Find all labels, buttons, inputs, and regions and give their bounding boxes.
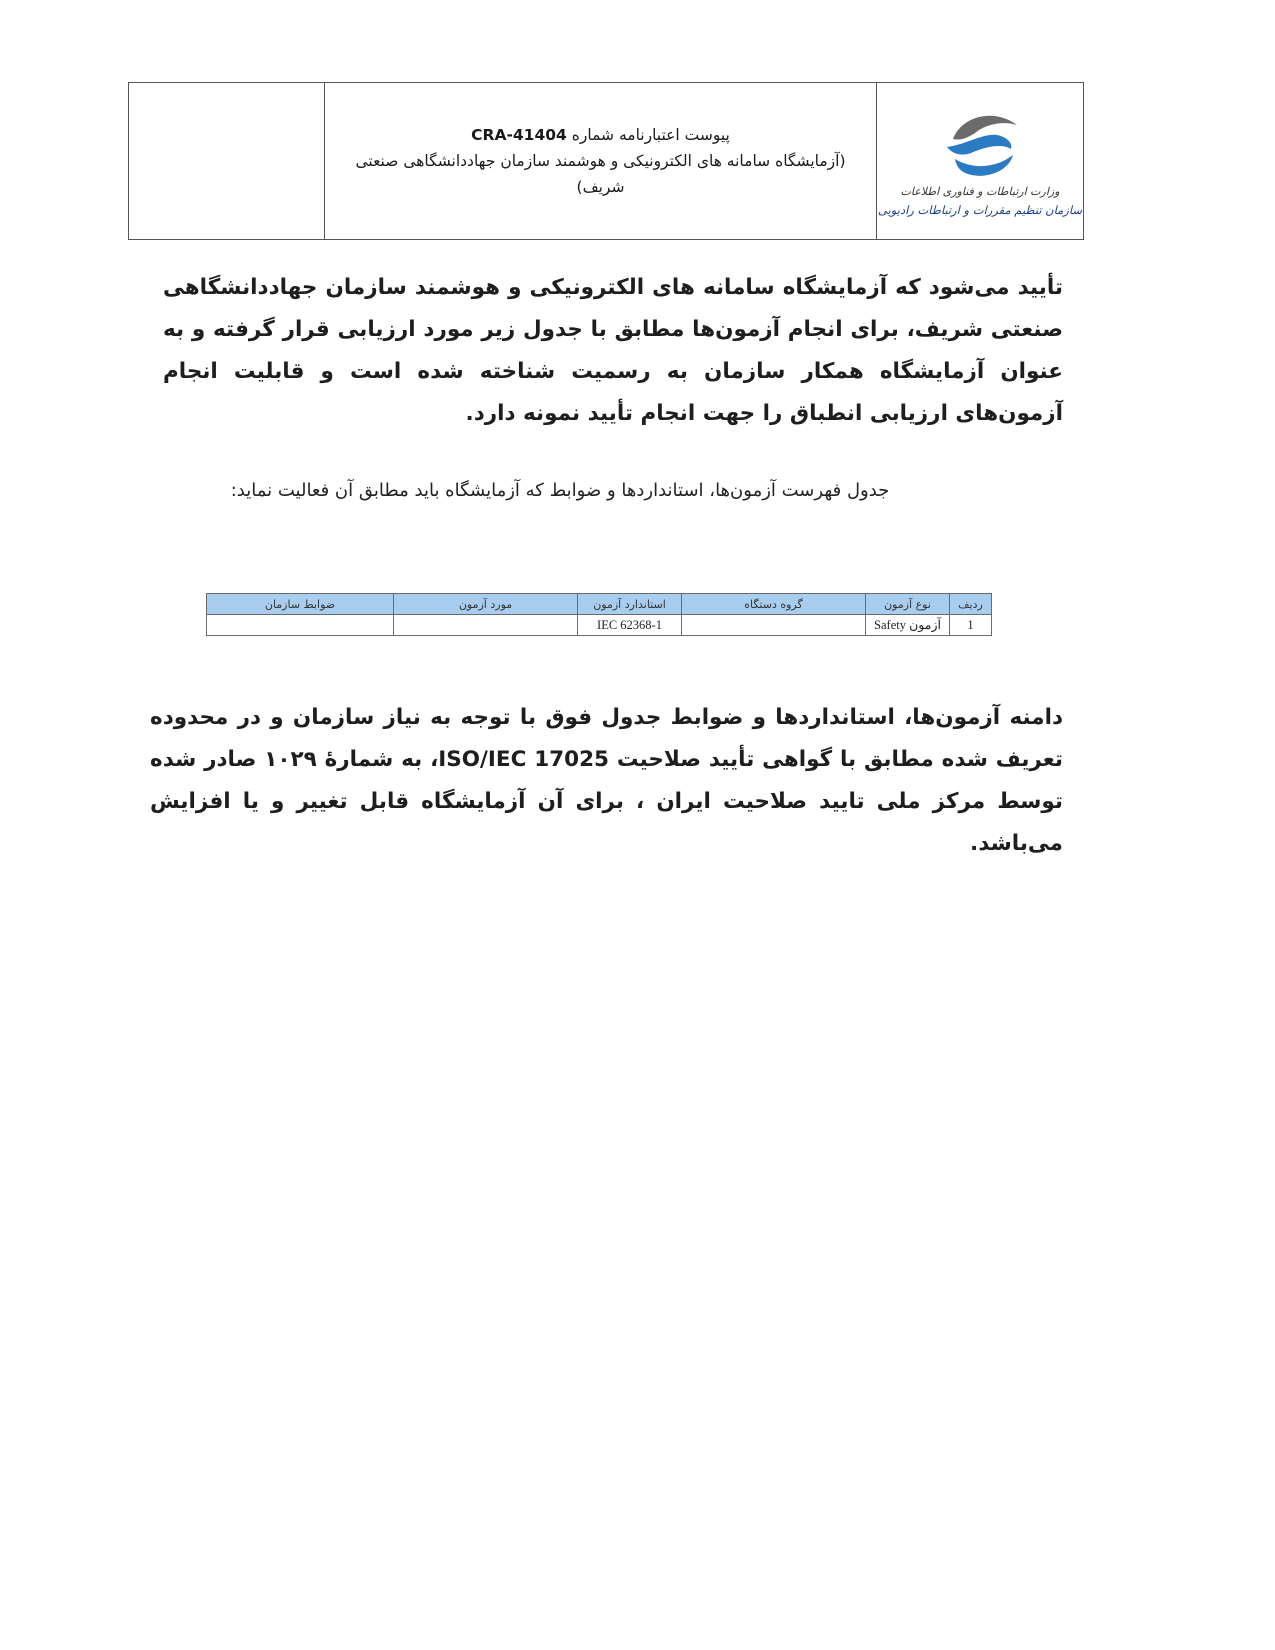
cell-test-type: آزمون Safety [866,615,950,636]
table-caption: جدول فهرست آزمون‌ها، استانداردها و ضوابط که آزمایشگاه باید مطابق آن فعالیت نماید: [230,480,890,501]
scope-paragraph: دامنه آزمون‌ها، استانداردها و ضوابط جدول فوق با توجه به نیاز سازمان و در محدوده تعریف شده مطابق با گواهی تأیید صلاحیت ISO/IEC 17025، به شمارهٔ ۱۰۲۹ صادر شده توسط مرکز ملی تایید صلاحیت ایران ، برای آن آزمایشگاه قابل تغییر و یا افزایش می‌باشد. [150,705,1063,856]
cell-organization-rules [207,615,394,636]
header-certificate-code: CRA-41404 [471,126,567,144]
header-test-type: نوع آزمون [866,594,950,615]
tests-table [206,593,992,636]
document-header [128,82,1084,240]
header-title-prefix: پیوست اعتبارنامه شماره [571,126,730,144]
header-title-line [471,122,730,148]
header-device-group: گروه دستگاه [682,594,866,615]
cell-row-number: 1 [950,615,992,636]
header-empty-cell [129,83,325,239]
cell-test-item [394,615,578,636]
header-logo-cell [877,83,1083,239]
header-organization-rules: ضوابط سازمان [207,594,394,615]
logo-organization-text: سازمان تنظیم مقررات و ارتباطات رادیویی [878,203,1082,217]
cra-logo-icon [925,103,1035,183]
logo-ministry-text: وزارت ارتباطات و فناوری اطلاعات [900,185,1060,198]
header-test-standard: استاندارد آزمون [578,594,682,615]
cell-device-group [682,615,866,636]
table-header-row [207,594,992,615]
header-row-number: ردیف [950,594,992,615]
header-title-cell [325,83,877,239]
table-row [207,615,992,636]
cell-test-standard: IEC 62368-1 [578,615,682,636]
confirmation-paragraph: تأیید می‌شود که آزمایشگاه سامانه های الکترونیکی و هوشمند سازمان جهاددانشگاهی صنعتی شریف، برای انجام آزمون‌ها مطابق با جدول زیر مورد ارزیابی قرار گرفته و به عنوان آزمایشگاه همکار سازمان به رسمیت شناخته شده است و قابلیت انجام آزمون‌های ارزیابی انطباق را جهت انجام تأیید نمونه دارد. [163,275,1063,426]
header-test-item: مورد آزمون [394,594,578,615]
header-lab-name: (آزمایشگاه سامانه های الکترونیکی و هوشمند سازمان جهاددانشگاهی صنعتی شریف) [355,152,846,196]
